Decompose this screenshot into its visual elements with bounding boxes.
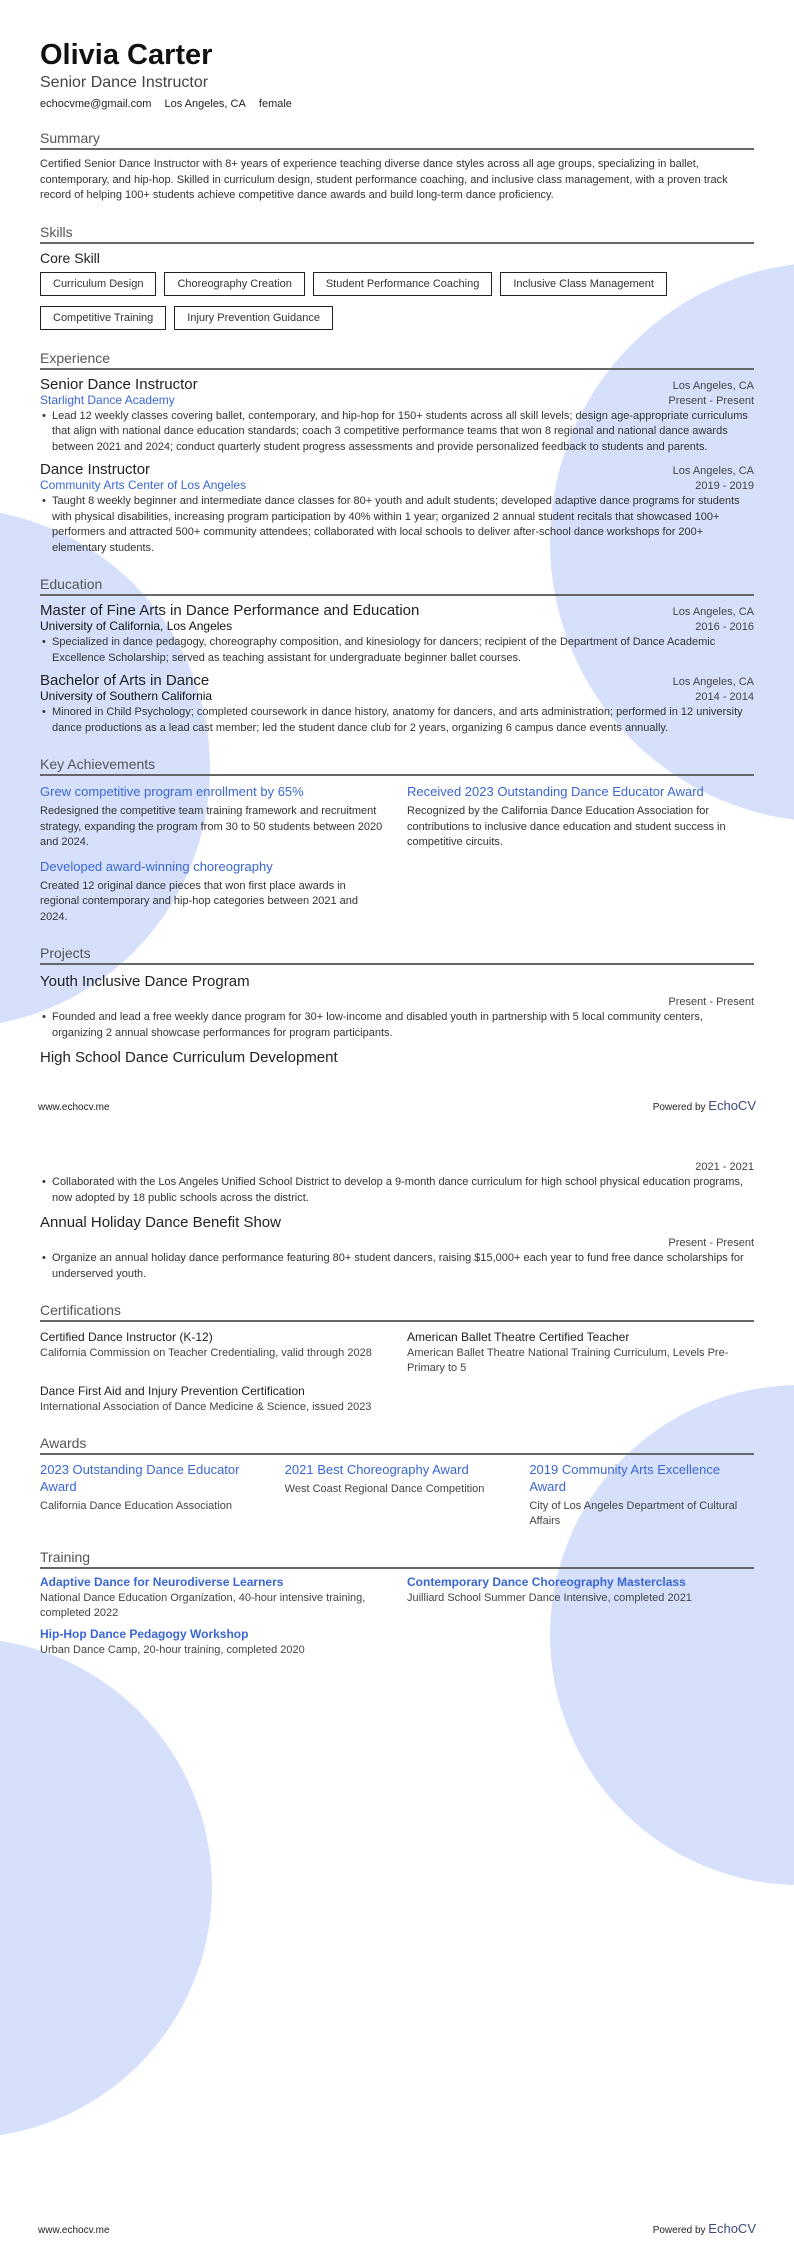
- achievement-desc: Redesigned the competitive team training framework and recruitment strategy, expanding the program from 30 to 50 students between 2020 and 2024.: [40, 805, 383, 848]
- certification-item: [40, 1330, 387, 1376]
- awards-section: [40, 1435, 754, 1529]
- training-item: [40, 1575, 387, 1621]
- education-bullet: • Specialized in dance pedagogy, choreography composition, and kinesiology for dancers; recipient of the Department of Dance Academic Excellence Scholarship; served as teaching assistant for undergraduate beginner ballet courses.: [40, 635, 754, 666]
- training-section: [40, 1549, 754, 1658]
- award-desc: City of Los Angeles Department of Cultural Affairs: [529, 1500, 738, 1527]
- project-entry: [40, 1214, 754, 1282]
- achievement-desc: Created 12 original dance pieces that won first place awards in regional contemporary and hip-hop categories between 2021 and 2024.: [40, 879, 358, 923]
- job-location: Los Angeles, CA: [672, 379, 754, 392]
- job-role: Dance Instructor: [40, 461, 151, 478]
- training-desc: Urban Dance Camp, 20-hour training, completed 2020: [40, 1644, 305, 1656]
- skill-tag: Injury Prevention Guidance: [174, 306, 333, 330]
- section-heading: Summary: [40, 130, 754, 150]
- degree-name: Bachelor of Arts in Dance: [40, 672, 210, 689]
- award-title: 2023 Outstanding Dance Educator Award: [40, 1462, 240, 1494]
- powered-by: Powered by EchoCV: [652, 1098, 756, 1113]
- education-dates: 2016 - 2016: [695, 621, 754, 633]
- skill-tag: Inclusive Class Management: [500, 272, 667, 296]
- experience-entry: [40, 376, 754, 456]
- achievement-item: [40, 859, 387, 926]
- section-heading: Training: [40, 1549, 754, 1569]
- certification-desc: American Ballet Theatre National Training Curriculum, Levels Pre-Primary to 5: [407, 1347, 729, 1374]
- project-bullet: • Founded and lead a free weekly dance program for 30+ low-income and disabled youth in partnership with 5 local community centers, organizing 2 annual showcase performances for program participants.: [40, 1010, 754, 1041]
- skills-section: [40, 224, 754, 330]
- email-link[interactable]: echocvme@gmail.com: [40, 98, 152, 110]
- project-dates: Present - Present: [668, 1237, 754, 1249]
- certification-title: American Ballet Theatre Certified Teacher: [407, 1330, 630, 1344]
- achievement-desc: Recognized by the California Dance Education Association for contributions to inclusive dance education and student success in competitive circuits.: [407, 805, 726, 848]
- job-dates: Present - Present: [668, 394, 754, 407]
- page-footer: [38, 2221, 756, 2236]
- project-entry: [40, 1049, 754, 1066]
- section-heading: Certifications: [40, 1302, 754, 1322]
- training-title: Adaptive Dance for Neurodiverse Learners: [40, 1575, 284, 1589]
- project-title: High School Dance Curriculum Development: [40, 1049, 338, 1066]
- education-dates: 2014 - 2014: [695, 691, 754, 703]
- skill-tag: Curriculum Design: [40, 272, 156, 296]
- projects-section: [40, 945, 754, 1066]
- training-title: Contemporary Dance Choreography Masterclass: [407, 1575, 686, 1589]
- education-section: [40, 576, 754, 736]
- website-link[interactable]: www.echocv.me: [38, 1102, 110, 1113]
- experience-section: [40, 350, 754, 557]
- skill-group-title: Core Skill: [40, 249, 100, 266]
- training-item: [407, 1575, 754, 1621]
- achievement-title: Received 2023 Outstanding Dance Educator Award: [407, 784, 704, 799]
- award-title: 2021 Best Choreography Award: [284, 1462, 469, 1477]
- education-entry: [40, 672, 754, 736]
- project-entry: [40, 1161, 754, 1206]
- training-title: Hip-Hop Dance Pedagogy Workshop: [40, 1627, 249, 1641]
- project-entry: [40, 973, 754, 1041]
- summary-text: Certified Senior Dance Instructor with 8+ years of experience teaching diverse dance styles across all age groups, specializing in ballet, contemporary, and hip-hop. Skilled in curriculum design, student performance coaching, and inclusive class management, with a proven track record of helping 100+ students achieve competitive dance awards and build long-term dance proficiency.: [40, 158, 728, 201]
- location-text: Los Angeles, CA: [164, 98, 246, 110]
- training-desc: Juilliard School Summer Dance Intensive, completed 2021: [407, 1592, 692, 1604]
- achievement-title: Developed award-winning choreography: [40, 858, 273, 874]
- skill-tags: [40, 272, 754, 330]
- certifications-section: [40, 1302, 754, 1415]
- education-entry: [40, 602, 754, 666]
- section-heading: Projects: [40, 945, 754, 965]
- company-name: Community Arts Center of Los Angeles: [40, 478, 247, 492]
- achievement-title: Grew competitive program enrollment by 65%: [40, 784, 304, 799]
- certification-title: Certified Dance Instructor (K-12): [40, 1330, 213, 1344]
- skill-tag: Competitive Training: [40, 306, 166, 330]
- section-heading: Skills: [40, 224, 754, 244]
- certification-title: Dance First Aid and Injury Prevention Certification: [40, 1384, 305, 1398]
- experience-entry: [40, 461, 754, 556]
- company-name: Starlight Dance Academy: [40, 392, 175, 407]
- resume-content: [0, 0, 794, 1066]
- project-dates: 2021 - 2021: [695, 1161, 754, 1173]
- section-heading: Key Achievements: [40, 756, 754, 776]
- achievement-item: [407, 784, 754, 851]
- award-item: [285, 1461, 510, 1529]
- contact-info: [40, 98, 754, 110]
- gender-text: female: [258, 98, 292, 110]
- project-dates: Present - Present: [668, 996, 754, 1008]
- job-dates: 2019 - 2019: [695, 480, 754, 492]
- project-title: Youth Inclusive Dance Program: [40, 973, 250, 990]
- certification-item: [407, 1330, 754, 1376]
- school-location: Los Angeles, CA: [672, 676, 754, 688]
- degree-name: Master of Fine Arts in Dance Performance and Education: [40, 602, 420, 619]
- school-location: Los Angeles, CA: [672, 606, 754, 618]
- training-desc: National Dance Education Organization, 40-hour intensive training, completed 2022: [40, 1592, 366, 1619]
- award-item: [40, 1461, 265, 1529]
- job-location: Los Angeles, CA: [672, 465, 754, 477]
- section-heading: Education: [40, 576, 754, 596]
- certification-item: [40, 1384, 387, 1415]
- skill-tag: Choreography Creation: [164, 272, 304, 296]
- resume-page-2: [0, 1123, 794, 2246]
- certification-desc: California Commission on Teacher Credentialing, valid through 2028: [40, 1347, 372, 1359]
- section-heading: Experience: [40, 350, 754, 370]
- award-title: 2019 Community Arts Excellence Award: [529, 1462, 721, 1494]
- job-role: Senior Dance Instructor: [40, 375, 198, 393]
- page-footer: [38, 1098, 756, 1113]
- job-bullet: • Lead 12 weekly classes covering ballet, contemporary, and hip-hop for 150+ students across all skill levels; design age-appropriate curriculums that align with national dance education standards; coach 3 competitive performance teams that won 8 regional and national dance awards between 2021 and 2024; conduct quarterly student progress assessments and provide personalized feedback to students and parents.: [40, 409, 754, 456]
- project-bullet: • Organize an annual holiday dance performance featuring 80+ student dancers, raising $15,000+ each year to fund free dance scholarships for underserved youth.: [40, 1251, 754, 1282]
- candidate-title: Senior Dance Instructor: [40, 74, 209, 91]
- training-item: [40, 1627, 387, 1658]
- powered-by: Powered by EchoCV: [652, 2221, 756, 2236]
- achievements-section: [40, 756, 754, 925]
- job-bullet: • Taught 8 weekly beginner and intermediate dance classes for 80+ youth and adult students; developed adaptive dance programs for students with physical disabilities, increasing program participation by 40% within 1 year; organized 2 annual student recitals that showcased 100+ performers and attracted 500+ community attendees; collaborated with local schools to deliver after-school dance workshops for 200+ elementary students.: [40, 494, 754, 556]
- candidate-name: Olivia Carter: [40, 39, 213, 71]
- resume-content: [0, 1123, 794, 1658]
- resume-header: [40, 38, 754, 110]
- school-name: University of Southern California: [40, 689, 213, 703]
- summary-section: [40, 130, 754, 204]
- school-name: University of California, Los Angeles: [40, 619, 233, 633]
- award-desc: California Dance Education Association: [40, 1500, 233, 1512]
- project-bullet: • Collaborated with the Los Angeles Unified School District to develop a 9-month dance curriculum for high school physical education programs, now adopted by 18 public schools across the district.: [40, 1175, 754, 1206]
- achievement-item: [40, 784, 387, 851]
- skill-tag: Student Performance Coaching: [313, 272, 492, 296]
- website-link[interactable]: www.echocv.me: [38, 2225, 110, 2236]
- brand-logo[interactable]: EchoCV: [708, 1098, 756, 1113]
- award-item: [529, 1461, 754, 1529]
- section-heading: Awards: [40, 1435, 754, 1455]
- brand-logo[interactable]: EchoCV: [708, 2221, 756, 2236]
- award-desc: West Coast Regional Dance Competition: [284, 1483, 485, 1495]
- decorative-circle: [0, 1638, 212, 2138]
- project-title: Annual Holiday Dance Benefit Show: [40, 1214, 281, 1231]
- education-bullet: • Minored in Child Psychology; completed coursework in dance history, anatomy for dancers, and arts administration; performed in 12 university dance productions as a lead cast member; led the student dance club for 2 years, organizing 6 campus dance events annually.: [40, 705, 754, 736]
- certification-desc: International Association of Dance Medicine & Science, issued 2023: [40, 1401, 372, 1413]
